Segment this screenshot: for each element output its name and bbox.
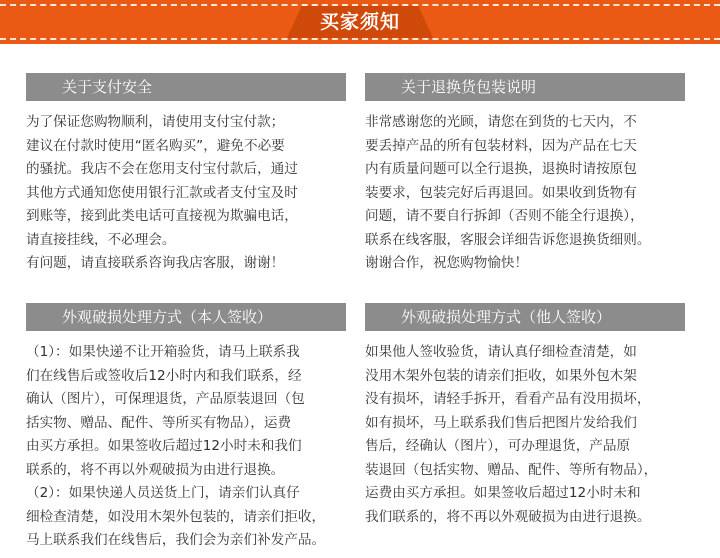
text-line: 没有损坏，请轻手拆开，看看产品有没用损坏，: [365, 391, 651, 407]
text-line: 马上联系我们在线售后，我们会为亲们补发产品。: [26, 532, 326, 548]
text-line: 建议在付款时使用“匿名购买”，避免不必要: [26, 137, 285, 154]
section-heading-returns: 关于退换货包装说明: [365, 73, 685, 101]
text-line: 问题，请不要自行拆卸（否则不能全行退换），: [365, 208, 644, 224]
text-line: 确认（图片），可保理退货，产品原装退回（包: [26, 391, 305, 407]
section-heading-damage-self: 外观破损处理方式（本人签收）: [26, 303, 346, 331]
text-line: 到账等，接到此类电话可直接视为欺骗电话，: [26, 208, 298, 224]
text-line: 有问题，请直接联系咨询我店客服，谢谢！: [26, 255, 285, 271]
text-line: 请直接挂线，不必理会。: [26, 231, 176, 248]
text-line: 售后，经确认（图片），可办理退货，产品原: [365, 438, 631, 454]
section-text-payment: [26, 111, 356, 276]
text-line: （2）：如果快递人员送货上门，请亲们认真仔: [26, 485, 300, 501]
text-line: 内有质量问题可以全行退换，退换时请按原包: [365, 161, 637, 177]
text-line: 细检查清楚，如没用木架外包装的，请亲们拒收，: [26, 508, 326, 525]
section-heading-damage-other: 外观破损处理方式（他人签收）: [365, 303, 685, 331]
section-text-damage-other: [365, 341, 705, 529]
text-line: 如果他人签收验货，请认真仔细检查清楚，如: [365, 344, 637, 360]
text-line: 们在线售后或签收后12小时内和我们联系，经: [26, 367, 302, 384]
text-line: 的骚扰。我店不会在您用支付宝付款后，通过: [26, 161, 298, 177]
text-line: 装退回（包括实物、赠品、配件、等所有物品），: [365, 461, 658, 478]
text-line: （1）：如果快递不让开箱验货，请马上联系我: [26, 344, 300, 360]
text-line: 我们联系的，将不再以外观破损为由进行退换。: [365, 508, 651, 525]
section-text-returns: [365, 111, 705, 276]
text-line: 装要求，包装完好后再退回。如果收到货物有: [365, 184, 637, 201]
text-line: 为了保证您购物顺利，请使用支付宝付款；: [26, 114, 285, 130]
text-line: 非常感谢您的光顾，请您在到货的七天内，不: [365, 114, 637, 130]
text-line: 括实物、赠品、配件、等所买有物品），运费: [26, 414, 292, 431]
text-line: 要丢掉产品的所有包装材料，因为产品在七天: [365, 137, 637, 154]
text-line: 如有损坏，马上联系我们售后把图片发给我们: [365, 414, 637, 431]
banner-stitch-top: [0, 4, 720, 6]
header-banner: [0, 0, 720, 44]
banner-stitch-bottom: [0, 38, 720, 40]
page-title: 买家须知: [319, 11, 400, 33]
text-line: 其他方式通知您使用银行汇款或者支付宝及时: [26, 184, 298, 201]
text-line: 没用木架外包装的请亲们拒收，如果外包木架: [365, 367, 637, 384]
text-line: 联系在线客服，客服会详细告诉您退换货细则。: [365, 231, 651, 248]
section-text-damage-self: [26, 341, 361, 553]
text-line: 运费由买方承担。如果签收后超过12小时未和: [365, 485, 641, 501]
text-line: 联系的，将不再以外观破损为由进行退换。: [26, 461, 285, 478]
text-line: 谢谢合作，祝您购物愉快！: [365, 255, 529, 271]
text-line: 由买方承担。如果签收后超过12小时未和我们: [26, 438, 302, 454]
section-heading-payment: 关于支付安全: [26, 73, 346, 101]
